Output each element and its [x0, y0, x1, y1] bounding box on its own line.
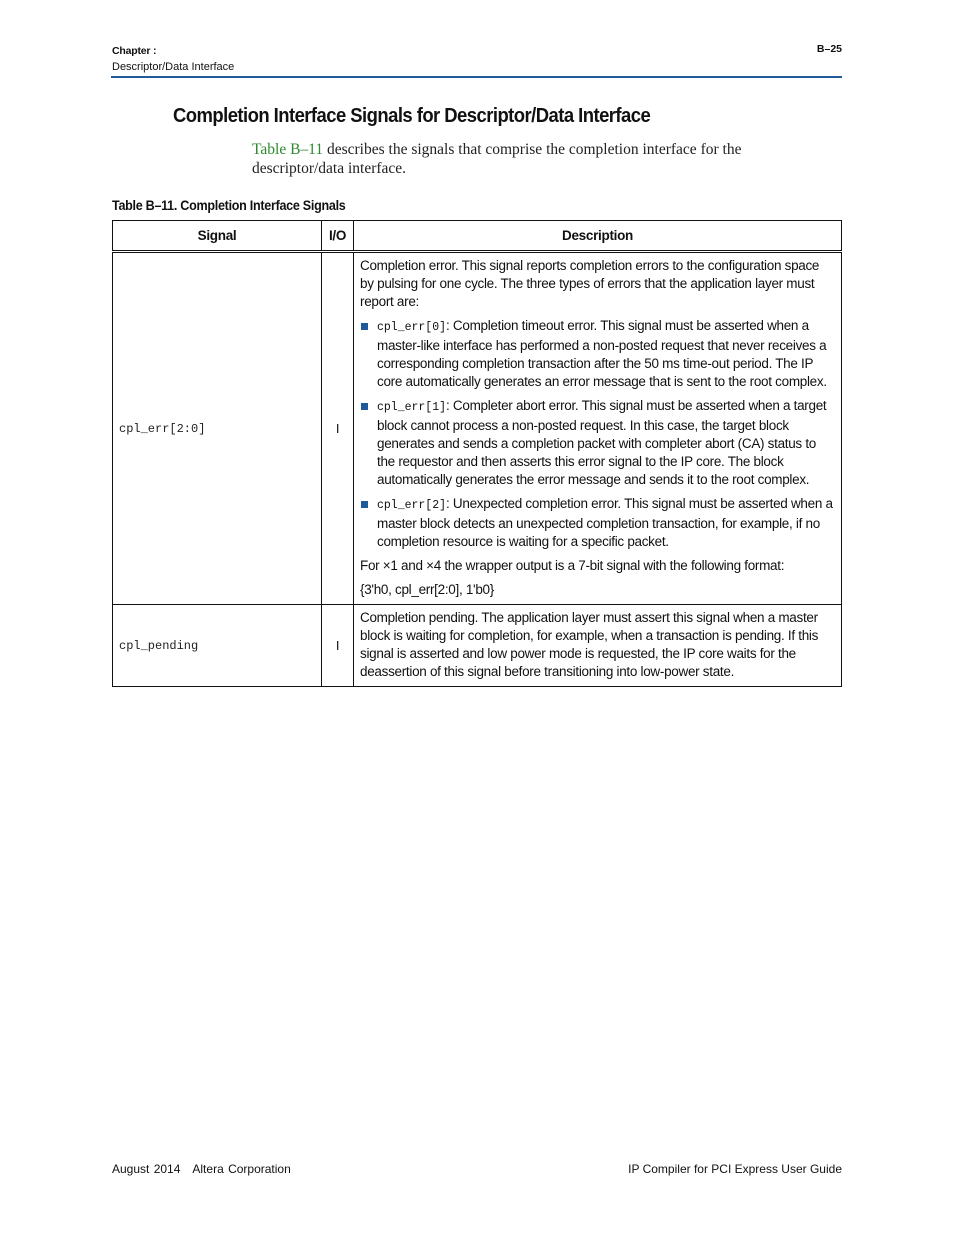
square-bullet-icon — [361, 501, 368, 508]
signal-code: cpl_err[1] — [377, 401, 447, 414]
bullet-text: : Completion timeout error. This signal must be asserted when a master-like interface has performed a non-posted request that never receives a corresponding completion transaction after the 50 ms time-out period. The IP core automatically generates an error message that is sent to the root complex. — [377, 318, 827, 389]
footer-company: Altera Corporation — [192, 1162, 291, 1176]
format-value: {3'h0, cpl_err[2:0], 1'b0} — [360, 582, 494, 597]
signal-direction: I — [322, 605, 354, 687]
section-name: Descriptor/Data Interface — [112, 61, 235, 73]
bullet-text: : Unexpected completion error. This signal must be asserted when a master block detects an unexpected completion transaction, for example, if no completion resource is waiting for a specific packet. — [377, 496, 833, 549]
description-intro: Completion error. This signal reports completion errors to the configuration space by pulsing for one cycle. The three types of errors that the application layer must report are: — [360, 258, 820, 309]
signal-code: cpl_err[2] — [377, 499, 447, 512]
table-row — [113, 252, 842, 605]
signal-description — [354, 252, 842, 605]
header-rule — [111, 76, 842, 78]
square-bullet-icon — [361, 403, 368, 410]
intro-text: describes the signals that comprise the completion interface for the descriptor/data interface. — [252, 141, 742, 177]
col-header-io: I/O — [322, 221, 354, 252]
intro-paragraph — [252, 140, 812, 178]
col-header-description: Description — [354, 221, 842, 252]
signal-code: cpl_err[0] — [377, 321, 447, 334]
section-heading: Completion Interface Signals for Descriptor/Data Interface — [173, 104, 651, 127]
table-xref-link[interactable]: Table B–11 — [252, 141, 324, 158]
col-header-signal: Signal — [113, 221, 322, 252]
list-item — [360, 495, 836, 551]
error-type-list — [360, 317, 836, 551]
signal-name: cpl_pending — [113, 605, 322, 687]
signal-description: Completion pending. The application layer must assert this signal when a master block is waiting for completion, for example, when a transaction is pending. If this signal is asserted and low power mode is requested, the IP core waits for the deassertion of this signal before transitioning into low-power state. — [354, 605, 842, 687]
signal-direction: I — [322, 252, 354, 605]
format-note: For ×1 and ×4 the wrapper output is a 7-bit signal with the following format: — [360, 558, 785, 573]
footer-left — [112, 1162, 291, 1176]
table-row — [113, 605, 842, 687]
list-item — [360, 397, 836, 489]
chapter-label: Chapter : — [112, 45, 157, 57]
bullet-text: : Completer abort error. This signal must be asserted when a target block cannot process a non-posted request. In this case, the target block generates and sends a completion packet with completer abort (CA) status to the requestor and then asserts this error signal to the IP core. The block automatically generates the error message and sends it to the root complex. — [377, 398, 827, 487]
footer-date: August 2014 — [112, 1162, 181, 1176]
signal-name: cpl_err[2:0] — [113, 252, 322, 605]
table-caption: Table B–11. Completion Interface Signals — [112, 198, 346, 213]
footer-guide-title: IP Compiler for PCI Express User Guide — [628, 1162, 842, 1176]
list-item — [360, 317, 836, 391]
square-bullet-icon — [361, 323, 368, 330]
page-number: B–25 — [816, 43, 842, 55]
table-header-row — [113, 221, 842, 252]
completion-signals-table — [112, 220, 842, 687]
running-header — [112, 43, 234, 75]
